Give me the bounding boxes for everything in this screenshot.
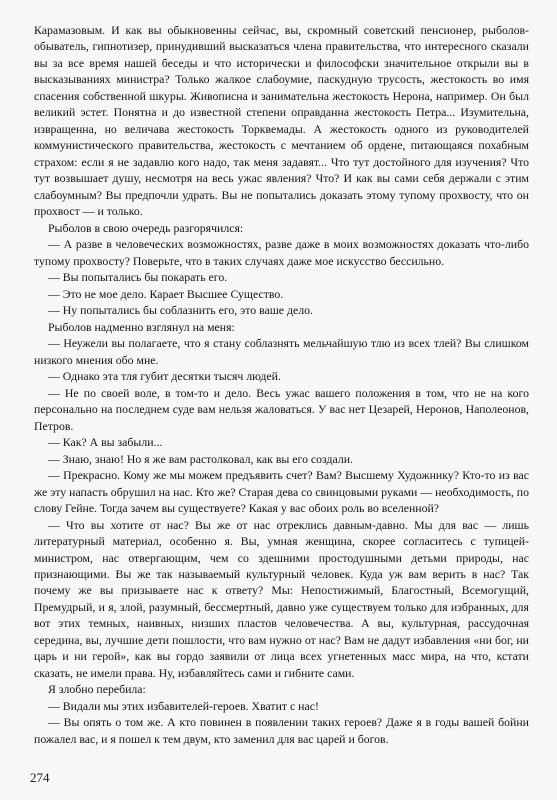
paragraph: Карамазовым. И как вы обыкновенны сейчас, вы, скромный советский пенсионер, рыболов-обыватель, гипнотизер, принудивший высказаться члена правительства, что интересного сказали вы за все время нашей беседы и что исторически и философски значительное открыли вы в высказываниях министра? Только жалкое слабоумие, паскудную трусость, жестокость во имя спасения собственной шкуры. Живописна и занимательна жестокость Нерона, например. Он был великий эстет. Понятна и до известной степени оправданна жестокость Петра... Изумительна, извращенна, но величава жестокость Торквемады. А жестокость одного из руководителей коммунистического правительства, жестокость с мечтанием об ордене, питающаяся похабным страхом: если я не задавлю кого надо, так меня задавят... Что тут достойного для изучения? Что тут возвышает душу, несмотря на весь ужас явления? Что? И как вы сами себя держали с этим слабоумным? Вы предпочли удрать. Вы не попытались доказать этому тупому прохвосту, что он прохвост — и только. xyxy=(34,23,529,219)
paragraph: — А разве в человеческих возможностях, разве даже в моих возможностях доказать что-либо тупому прохвосту? Поверьте, что в таких случаях даже мое искусство бессильно. xyxy=(34,237,529,268)
paragraph: — Неужели вы полагаете, что я стану соблазнять мельчайшую тлю из всех тлей? Вы слишком низкого мнения обо мне. xyxy=(34,336,529,367)
paragraph: — Не по своей воле, в том-то и дело. Весь ужас вашего положения в том, что не на кого персонально на последнем суде вам нельзя жаловаться. У вас нет Цезарей, Неронов, Наполеонов, Петров. xyxy=(34,385,529,433)
paragraph: — Прекрасно. Кому же мы можем предъявить счет? Вам? Высшему Художнику? Кто-то из вас же эту напасть обрушил на нас. Кто же? Старая дева со свинцовыми руками — необходимость, по слову Гейне. Тогда зачем вы существуете? Какая у вас обоих роль во вселенной? xyxy=(34,468,529,516)
paragraph: — Что вы хотите от нас? Вы же от нас отреклись давным-давно. Мы для вас — лишь литературный материал, особенно я. Вы, умная женщина, скорее согласитесь с тупицей-министром, нас отвергающим, чем со здешними простодушными детьми природы, нас признающими. Вы же так называемый культурный человек. Куда уж вам верить в нас? Так почему же вы призываете нас к ответу? Мы: Непостижимый, Благостный, Всемогущий, Премудрый, и я, злой, разумный, бессмертный, давно уже существуем только для избранных, для вот этих темных, наивных, низших пластов человечества. А вы, культурная, рассудочная середина, вы, лучшие дети пошлости, что вам нужно от нас? Вам не дадут избавления «ни бог, ни царь и ни герой», как вы гордо заявили от лица всех угнетенных масс мира, на что, кстати сказать, не имели права. Ну, избавляйтесь сами и гибните сами. xyxy=(34,517,529,680)
paragraph: — Вы попытались бы покарать его. xyxy=(48,270,228,285)
paragraph: Я злобно перебила: xyxy=(48,682,146,697)
paragraph: Рыболов в свою очередь разгорячился: xyxy=(48,220,244,235)
paragraph: — Вы опять о том же. А кто повинен в появлении таких героев? Даже я в годы вашей бойни пожалел вас, и я пошел к тем двум, кто заменил для вас царей и богов. xyxy=(34,715,529,746)
page-body xyxy=(34,22,529,747)
paragraph: — Ну попытались бы соблазнить его, это ваше дело. xyxy=(48,303,313,318)
paragraph: — Это не мое дело. Карает Высшее Существо. xyxy=(48,286,284,301)
paragraph: — Знаю, знаю! Но я же вам растолковал, как вы его создали. xyxy=(48,451,353,466)
paragraph: — Как? А вы забыли... xyxy=(48,435,163,450)
paragraph: Рыболов надменно взглянул на меня: xyxy=(48,319,235,334)
page-number: 274 xyxy=(30,770,50,785)
paragraph: — Однако эта тля губит десятки тысяч людей. xyxy=(48,369,281,384)
paragraph: — Видали мы этих избавителей-героев. Хватит с нас! xyxy=(48,698,319,713)
